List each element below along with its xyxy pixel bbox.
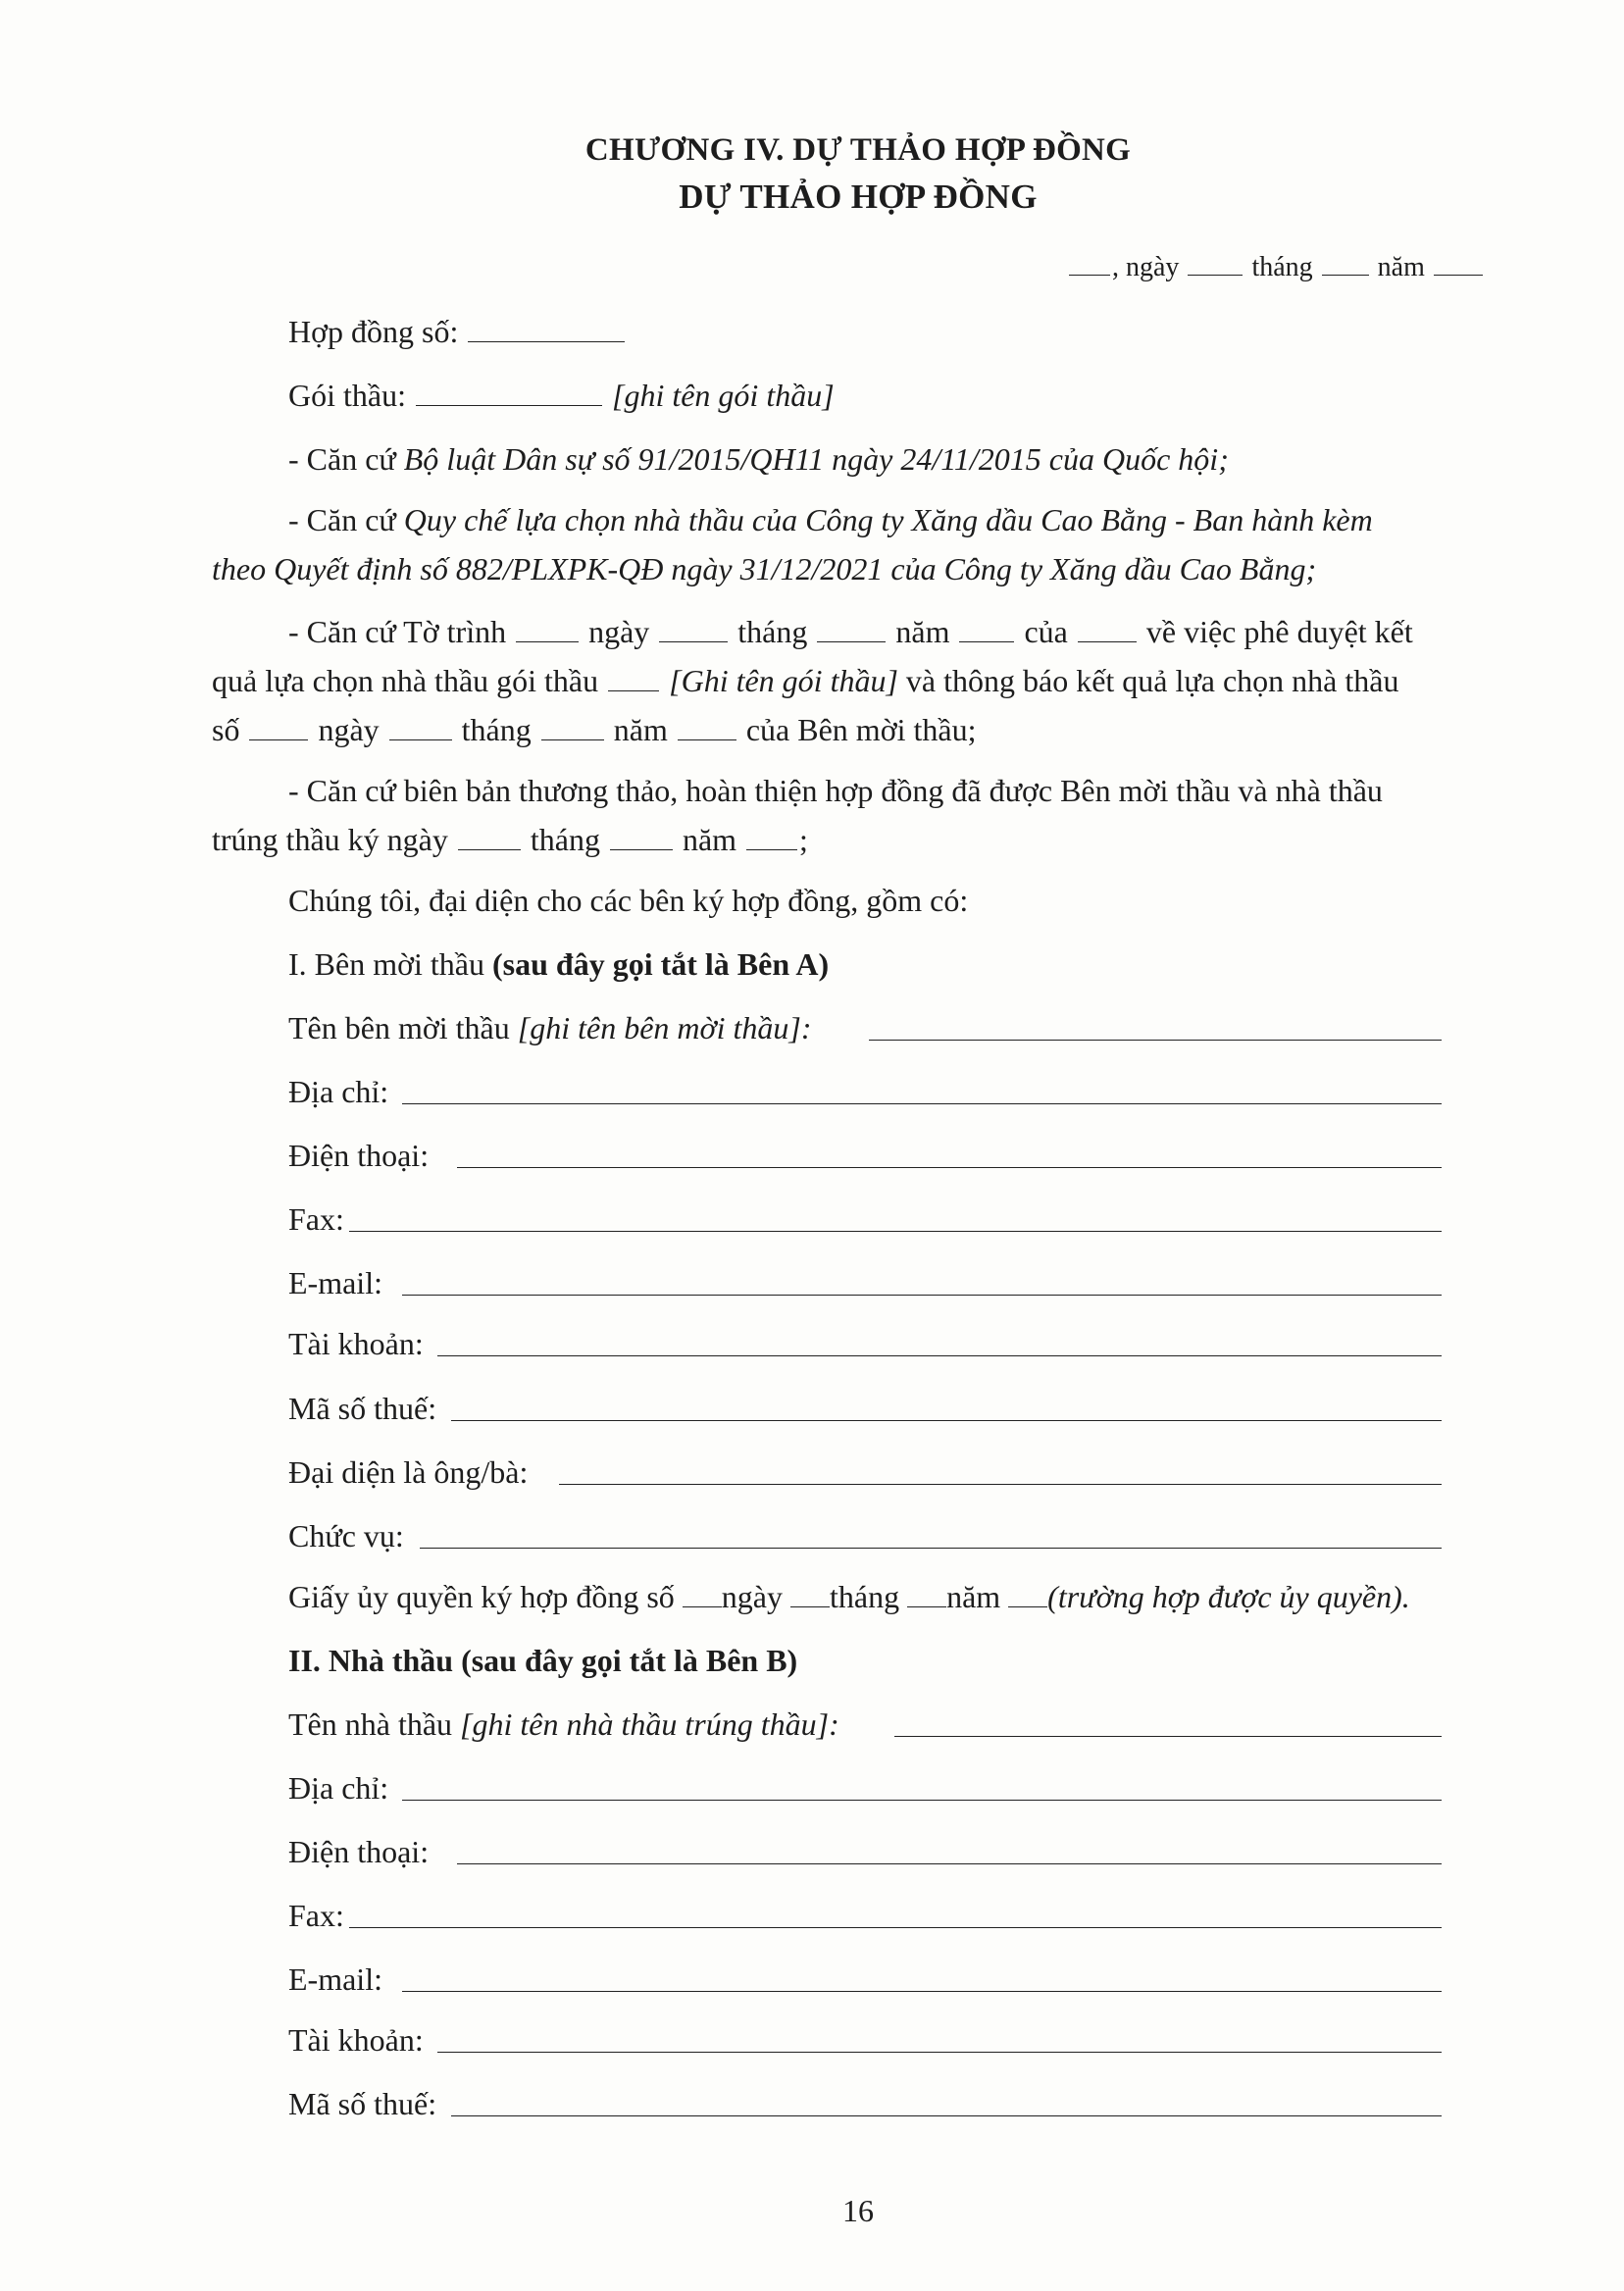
- party-a-tax-label: Mã số thuế:: [288, 1391, 437, 1426]
- nam-label: năm: [946, 1579, 1001, 1614]
- blank: [458, 822, 521, 850]
- chapter-title: CHƯƠNG IV. DỰ THẢO HỢP ĐỒNG: [584, 132, 1132, 168]
- basis-report-label: - Căn cứ Tờ trình: [288, 614, 507, 649]
- blank: [683, 1579, 722, 1607]
- basis-regulation-text: Quy chế lựa chọn nhà thầu của Công ty Xăng dầu Cao Bằng - Ban hành kèm: [403, 502, 1373, 537]
- party-a-account-label: Tài khoản:: [288, 1326, 424, 1361]
- ngay-label: ngày: [588, 614, 650, 649]
- party-a-name-hint: [ghi tên bên mời thầu]:: [517, 1010, 812, 1045]
- contract-number-blank: [468, 314, 625, 342]
- poa-hint: (trường hợp được ủy quyền).: [1047, 1579, 1410, 1614]
- party-b-account-line: [437, 2052, 1442, 2053]
- basis-regulation-line1: [288, 500, 1373, 539]
- semicolon: ;: [799, 822, 808, 857]
- party-a-fax-line: [349, 1231, 1442, 1232]
- date-ngay-label: , ngày: [1112, 252, 1180, 282]
- party-b-name-row: [288, 1705, 839, 1744]
- basis-report-end: về việc phê duyệt kết: [1145, 614, 1413, 649]
- thang-label: tháng: [461, 712, 532, 747]
- blank: [959, 614, 1014, 642]
- blank: [249, 712, 308, 740]
- basis-report-text: và thông báo kết quả lựa chọn nhà thầu: [905, 663, 1399, 698]
- basis-prefix: - Căn cứ: [288, 502, 404, 537]
- package-hint: [ghi tên gói thầu]: [611, 378, 835, 413]
- document-title: DỰ THẢO HỢP ĐỒNG: [679, 178, 1038, 216]
- ngay-label: ngày: [318, 712, 380, 747]
- party-a-heading-plain: I. Bên mời thầu: [288, 946, 492, 982]
- blank: [790, 1579, 830, 1607]
- blank-place: [1069, 247, 1110, 276]
- party-b-account-label: Tài khoản:: [288, 2022, 424, 2058]
- party-b-heading: II. Nhà thầu (sau đây gọi tắt là Bên B): [288, 1643, 798, 1678]
- thang-label: tháng: [829, 1579, 900, 1614]
- party-a-address-line: [402, 1103, 1442, 1104]
- blank: [659, 614, 728, 642]
- party-a-rep-line: [559, 1484, 1442, 1485]
- signed-date-label: trúng thầu ký ngày: [212, 822, 448, 857]
- basis-civil-code: [288, 439, 1229, 479]
- blank: [610, 822, 673, 850]
- party-b-phone-label: Điện thoại:: [288, 1834, 430, 1869]
- contract-number-label: Hợp đồng số:: [288, 314, 459, 349]
- blank: [389, 712, 452, 740]
- blank: [516, 614, 579, 642]
- package-hint: [Ghi tên gói thầu]: [669, 663, 898, 698]
- blank: [1078, 614, 1137, 642]
- contract-number-row: [288, 312, 627, 351]
- basis-report-line2: [212, 661, 1398, 700]
- party-b-address-label: Địa chỉ:: [288, 1770, 389, 1806]
- party-a-rep-label: Đại diện là ông/bà:: [288, 1454, 529, 1490]
- party-a-name-row: [288, 1008, 811, 1047]
- blank: [678, 712, 736, 740]
- blank: [1008, 1579, 1047, 1607]
- package-blank: [416, 378, 602, 406]
- party-b-name-hint: [ghi tên nhà thầu trúng thầu]:: [460, 1706, 839, 1742]
- basis-report-line3: [212, 710, 976, 749]
- party-a-tax-line: [451, 1420, 1442, 1421]
- party-b-address-line: [402, 1800, 1442, 1801]
- basis-report-line1: [288, 612, 1413, 651]
- blank-year: [1434, 247, 1483, 276]
- party-b-name-label: Tên nhà thầu: [288, 1706, 461, 1742]
- blank: [817, 614, 886, 642]
- blank: [608, 663, 659, 691]
- intro-text: Chúng tôi, đại diện cho các bên ký hợp đồng, gồm có:: [288, 883, 969, 918]
- party-a-phone-label: Điện thoại:: [288, 1138, 430, 1173]
- party-a-address-label: Địa chỉ:: [288, 1074, 389, 1109]
- ngay-label: ngày: [721, 1579, 783, 1614]
- party-b-name-line: [894, 1736, 1442, 1737]
- party-a-poa-row: [288, 1577, 1410, 1616]
- page-number: 16: [842, 2193, 874, 2228]
- party-b-phone-line: [457, 1863, 1442, 1864]
- basis-regulation-line2: theo Quyết định số 882/PLXPK-QĐ ngày 31/12/2021 của Công ty Xăng dầu Cao Bằng;: [212, 551, 1317, 586]
- party-a-fax-label: Fax:: [288, 1201, 344, 1237]
- party-a-heading-bold: (sau đây gọi tắt là Bên A): [492, 946, 830, 982]
- nam-label: năm: [613, 712, 668, 747]
- nam-label: năm: [895, 614, 950, 649]
- cua-label: của: [1024, 614, 1068, 649]
- date-line: [1067, 247, 1485, 283]
- party-b-fax-line: [349, 1927, 1442, 1928]
- nam-label: năm: [682, 822, 737, 857]
- date-nam-label: năm: [1377, 252, 1425, 282]
- blank: [907, 1579, 946, 1607]
- blank: [746, 822, 797, 850]
- basis-prefix: - Căn cứ: [288, 441, 404, 477]
- party-a-name-label: Tên bên mời thầu: [288, 1010, 518, 1045]
- blank-month: [1322, 247, 1369, 276]
- party-a-name-line: [869, 1040, 1442, 1041]
- party-a-position-label: Chức vụ:: [288, 1518, 404, 1553]
- package-row: [288, 376, 835, 415]
- basis-negotiation-line2: [212, 820, 808, 859]
- party-b-email-label: E-mail:: [288, 1961, 382, 1997]
- party-b-email-line: [402, 1991, 1442, 1992]
- party-a-email-label: E-mail:: [288, 1265, 382, 1300]
- party-b-tax-label: Mã số thuế:: [288, 2086, 437, 2121]
- thang-label: tháng: [530, 822, 600, 857]
- package-label: Gói thầu:: [288, 378, 406, 413]
- party-a-heading: [288, 944, 829, 984]
- date-thang-label: tháng: [1251, 252, 1313, 282]
- blank-day: [1188, 247, 1243, 276]
- party-a-email-line: [402, 1295, 1442, 1296]
- basis-negotiation-line1: - Căn cứ biên bản thương thảo, hoàn thiện hợp đồng đã được Bên mời thầu và nhà thầu: [288, 773, 1383, 808]
- party-b-tax-line: [451, 2115, 1442, 2116]
- poa-label: Giấy ủy quyền ký hợp đồng số: [288, 1579, 675, 1614]
- thang-label: tháng: [737, 614, 808, 649]
- party-a-position-line: [420, 1548, 1442, 1549]
- party-a-account-line: [437, 1355, 1442, 1356]
- blank: [541, 712, 604, 740]
- basis-report-end: của Bên mời thầu;: [745, 712, 977, 747]
- party-a-phone-line: [457, 1167, 1442, 1168]
- basis-report-text: quả lựa chọn nhà thầu gói thầu: [212, 663, 599, 698]
- basis-civil-code-text: Bộ luật Dân sự số 91/2015/QH11 ngày 24/11/2015 của Quốc hội;: [403, 441, 1229, 477]
- so-label: số: [212, 712, 240, 747]
- party-b-fax-label: Fax:: [288, 1898, 344, 1933]
